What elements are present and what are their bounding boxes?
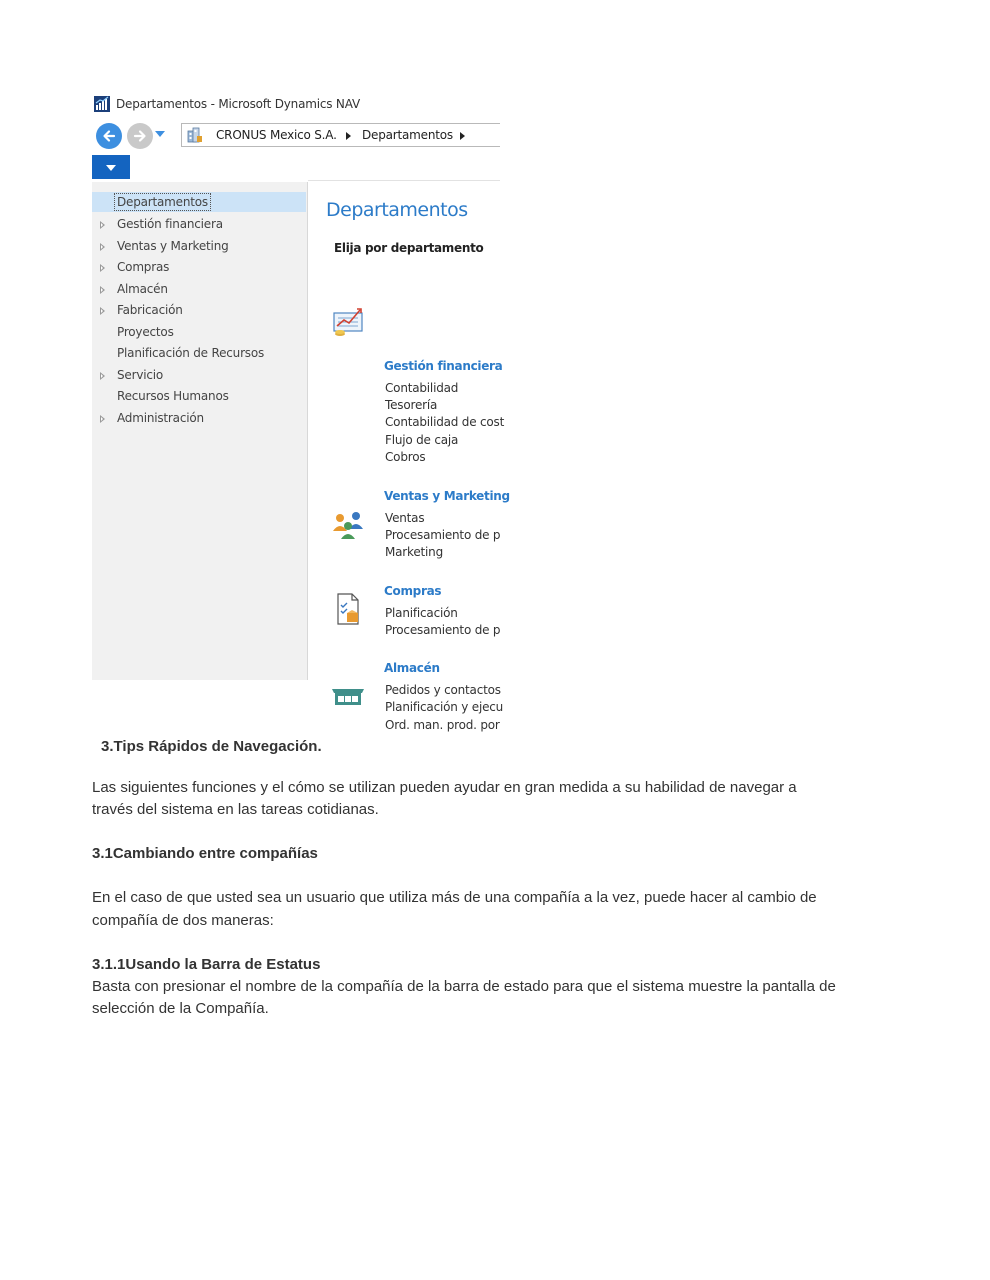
sidebar-item-servicio[interactable]: Servicio — [92, 365, 306, 385]
group-heading-ventas-marketing[interactable]: Ventas y Marketing — [384, 489, 510, 503]
paragraph-line: Basta con presionar el nombre de la compañía de la barra de estado para que el sistema muestre la pantalla de — [92, 978, 836, 995]
breadcrumb-separator-icon[interactable] — [460, 132, 465, 140]
people-group-icon — [330, 507, 366, 543]
page-title: Departamentos — [326, 199, 468, 221]
group-link[interactable]: Contabilidad de cost — [385, 415, 505, 429]
paragraph-line: selección de la Compañía. — [92, 1000, 269, 1017]
group-link[interactable]: Ord. man. prod. por — [385, 718, 500, 732]
group-link[interactable]: Procesamiento de p — [385, 528, 501, 542]
group-link[interactable]: Contabilidad — [385, 381, 459, 395]
group-heading-compras[interactable]: Compras — [384, 584, 442, 598]
sidebar-item-gestion-financiera[interactable]: Gestión financiera — [92, 214, 306, 234]
group-link[interactable]: Procesamiento de p — [385, 623, 501, 637]
arrow-right-icon — [132, 128, 148, 144]
group-link[interactable]: Ventas — [385, 511, 425, 525]
window-title: Departamentos - Microsoft Dynamics NAV — [116, 97, 360, 111]
group-link[interactable]: Cobros — [385, 450, 426, 464]
sidebar-item-administracion[interactable]: Administración — [92, 408, 306, 428]
expand-arrow-icon[interactable] — [100, 307, 105, 315]
history-dropdown-icon[interactable] — [155, 131, 165, 137]
expand-arrow-icon[interactable] — [100, 221, 105, 229]
sidebar-item-proyectos[interactable]: Proyectos — [117, 325, 174, 339]
subsection-heading: 3.1Cambiando entre compañías — [92, 845, 318, 862]
content-area — [308, 182, 510, 732]
sidebar-item-planificacion-recursos[interactable]: Planificación de Recursos — [117, 346, 265, 360]
expand-arrow-icon[interactable] — [100, 372, 105, 380]
purchase-document-icon — [330, 591, 366, 627]
sidebar-item-departamentos[interactable]: Departamentos — [92, 192, 306, 212]
divider — [308, 180, 500, 181]
arrow-left-icon — [101, 128, 117, 144]
back-button[interactable] — [96, 123, 122, 149]
main-menu-button[interactable] — [92, 155, 130, 179]
group-heading-almacen[interactable]: Almacén — [384, 661, 440, 675]
navigation-bar — [92, 120, 500, 150]
expand-arrow-icon[interactable] — [100, 286, 105, 294]
group-link[interactable]: Pedidos y contactos — [385, 683, 501, 697]
group-link[interactable]: Tesorería — [385, 398, 438, 412]
expand-arrow-icon[interactable] — [100, 243, 105, 251]
paragraph-line: Las siguientes funciones y el cómo se utilizan pueden ayudar en gran medida a su habilidad de navegar a — [92, 779, 797, 796]
breadcrumb-company[interactable]: CRONUS Mexico S.A. — [216, 128, 337, 142]
sidebar-item-fabricacion[interactable]: Fabricación — [92, 300, 306, 320]
chevron-down-icon — [106, 165, 116, 171]
group-link[interactable]: Flujo de caja — [385, 433, 459, 447]
warehouse-icon — [330, 679, 366, 715]
group-heading-gestion-financiera[interactable]: Gestión financiera — [384, 359, 503, 373]
address-bar[interactable] — [181, 123, 500, 147]
section-heading: 3.Tips Rápidos de Navegación. — [101, 738, 322, 755]
expand-arrow-icon[interactable] — [100, 415, 105, 423]
breadcrumb-separator-icon[interactable] — [346, 132, 351, 140]
company-icon — [187, 127, 203, 143]
dynamics-nav-app-icon — [94, 96, 110, 112]
paragraph-line: través del sistema en las tareas cotidianas. — [92, 801, 379, 818]
expand-arrow-icon[interactable] — [100, 264, 105, 272]
paragraph-line: compañía de dos maneras: — [92, 912, 274, 929]
sidebar-item-ventas-marketing[interactable]: Ventas y Marketing — [92, 236, 306, 256]
finance-chart-icon — [330, 304, 366, 340]
breadcrumb-location[interactable]: Departamentos — [362, 128, 453, 142]
nav-screenshot — [92, 92, 510, 732]
group-link[interactable]: Planificación y ejecu — [385, 700, 504, 714]
sidebar-item-almacen[interactable]: Almacén — [92, 279, 306, 299]
window-titlebar — [92, 92, 500, 116]
group-link[interactable]: Marketing — [385, 545, 444, 559]
subsection-heading: 3.1.1Usando la Barra de Estatus — [92, 956, 321, 973]
page-subtitle: Elija por departamento — [334, 241, 484, 255]
forward-button[interactable] — [127, 123, 153, 149]
sidebar-item-compras[interactable]: Compras — [92, 257, 306, 277]
sidebar-item-recursos-humanos[interactable]: Recursos Humanos — [117, 389, 229, 403]
navigation-pane — [92, 182, 308, 680]
paragraph-line: En el caso de que usted sea un usuario que utiliza más de una compañía a la vez, puede hacer al cambio de — [92, 889, 817, 906]
group-link[interactable]: Planificación — [385, 606, 458, 620]
